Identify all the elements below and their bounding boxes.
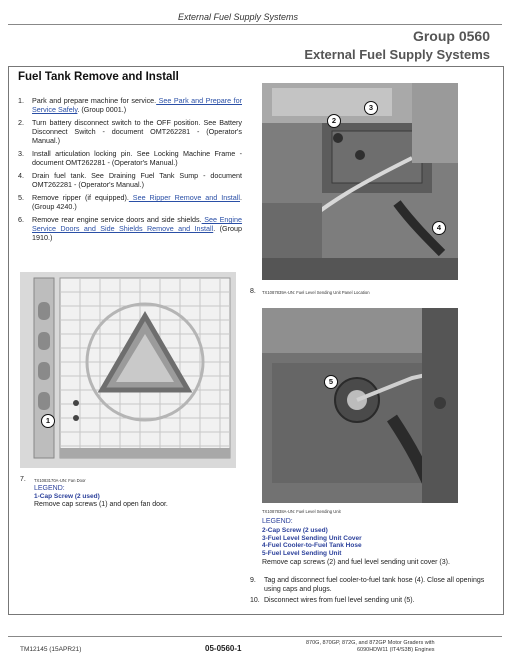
step-6 <box>18 215 242 242</box>
figure-caption-sending-unit: TX1087838A-UN: Fuel Level Sending Unit <box>262 509 341 514</box>
step-text: Disconnect wires from fuel level sending unit (5). <box>264 597 415 604</box>
step-1 <box>18 96 242 114</box>
callout-2: 2 <box>327 114 341 128</box>
instruction-remove-cover: Remove cap screws (2) and fuel level sending unit cover (3). <box>262 559 450 566</box>
photo-fuel-level-sending-unit <box>262 308 458 503</box>
footer-doc-id: TM12145 (15APR21) <box>20 646 82 653</box>
group-number: Group 0560 <box>412 28 490 44</box>
figure-caption-fan-door: TX1083170A-UN: Fan Door <box>34 478 86 483</box>
legend-title-right: LEGEND: <box>262 518 293 525</box>
step-number: 5. <box>18 193 24 202</box>
section-title: Fuel Tank Remove and Install <box>18 71 179 83</box>
step-8-number: 8. <box>250 288 256 295</box>
legend-item: 4-Fuel Cooler-to-Fuel Tank Hose <box>262 542 362 549</box>
link-engine-service-doors[interactable]: See Engine Service Doors and Side Shields Remove and Install <box>32 215 242 233</box>
footer-page-number: 05-0560-1 <box>205 644 242 653</box>
figure-caption-panel-location: TX1087839A-UN: Fuel Level Sending Unit Panel Location <box>262 290 370 295</box>
step-tail: . (Group 4240.) <box>32 193 242 211</box>
legend-item: 1-Cap Screw (2 used) <box>34 493 100 500</box>
step-3 <box>18 149 242 167</box>
step-text: Remove rear engine service doors and side shields. <box>32 215 202 224</box>
step-text: Drain fuel tank. See Draining Fuel Tank Sump - document OMT262281 - (Operator's Manual.) <box>32 171 242 189</box>
callout-1: 1 <box>41 414 55 428</box>
link-park-and-prepare[interactable]: See Park and Prepare for Service Safely <box>32 96 242 114</box>
footer-rule <box>8 636 502 637</box>
footer-models-line1: 870G, 870GP, 872G, and 872GP Motor Graders with <box>306 640 435 646</box>
photo-sending-unit-panel-location <box>262 83 458 280</box>
step-number: 10. <box>250 597 260 604</box>
step-number: 2. <box>18 118 24 127</box>
legend-item: 3-Fuel Level Sending Unit Cover <box>262 534 362 542</box>
legend-list-right <box>262 527 362 557</box>
group-title: External Fuel Supply Systems <box>304 47 490 62</box>
sending-unit-illustration <box>262 308 458 503</box>
step-text: Remove ripper (if equipped). <box>32 193 129 202</box>
callout-5: 5 <box>324 375 338 389</box>
step-number: 4. <box>18 171 24 180</box>
step-number: 9. <box>250 577 256 584</box>
link-ripper[interactable]: See Ripper Remove and Install <box>128 193 240 202</box>
step-text: Park and prepare machine for service. <box>32 96 157 105</box>
step-10 <box>250 597 494 604</box>
step-number: 3. <box>18 149 24 158</box>
fan-door-illustration <box>20 272 236 468</box>
callout-3: 3 <box>364 101 378 115</box>
step-text: Tag and disconnect fuel cooler-to-fuel tank hose (4). Close all openings using caps and plugs. <box>264 577 485 593</box>
step-text: Turn battery disconnect switch to the OFF position. See Battery Disconnect Switch - document OMT262281 - (Operator's Manual.) <box>32 118 242 145</box>
legend-item: 2-Cap Screw (2 used) <box>262 527 328 534</box>
instruction-open-fan-door: Remove cap screws (1) and open fan door. <box>34 501 168 508</box>
step-5 <box>18 193 242 211</box>
step-text: Install articulation locking pin. See Locking Machine Frame - document OMT262281 - (Operator's Manual.) <box>32 149 242 167</box>
step-number: 1. <box>18 96 24 105</box>
step-tail: . (Group 1910.) <box>32 224 242 242</box>
callout-4: 4 <box>432 221 446 235</box>
header-rule <box>8 24 502 25</box>
step-7-number: 7. <box>20 476 26 483</box>
legend-item: 5-Fuel Level Sending Unit <box>262 549 342 557</box>
steps-list <box>18 96 242 246</box>
step-2 <box>18 118 242 145</box>
footer-models <box>306 640 435 654</box>
step-number: 6. <box>18 215 24 224</box>
step-9 <box>250 576 494 594</box>
panel-location-illustration <box>262 83 458 280</box>
running-header: External Fuel Supply Systems <box>178 12 299 22</box>
step-4 <box>18 171 242 189</box>
photo-fan-door <box>20 272 236 468</box>
step-tail: . (Group 0001.) <box>77 105 127 114</box>
footer-models-line2: 6090HDW11 (IT4/S3B) Engines <box>356 647 435 653</box>
legend-title-left: LEGEND: <box>34 485 65 492</box>
